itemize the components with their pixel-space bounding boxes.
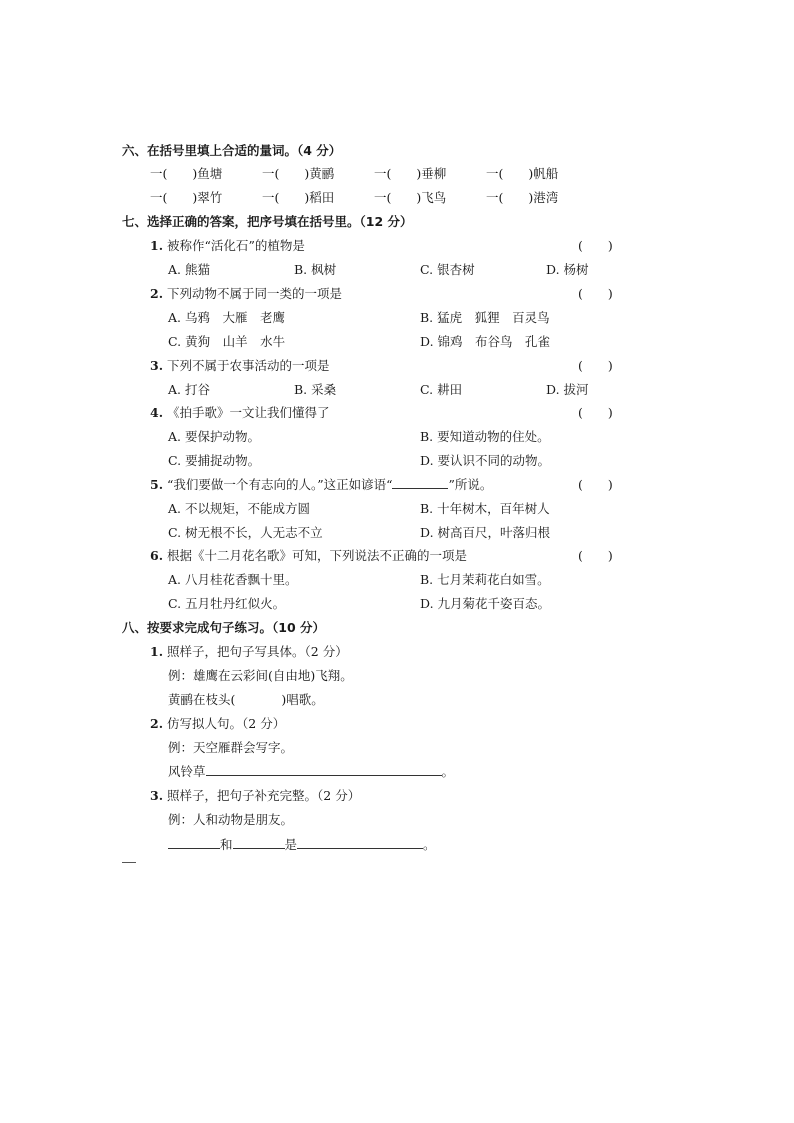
measure-word-item: 一( )垂柳	[374, 166, 447, 181]
example-sentence: 例：雄鹰在云彩间(自由地)飞翔。	[168, 668, 353, 683]
answer-paren: ( )	[578, 548, 613, 563]
answer-paren: ( )	[578, 405, 613, 420]
sentence-end: )唱歌。	[281, 692, 324, 707]
measure-word-item: 一( )翠竹	[150, 190, 223, 205]
option-b: B. 十年树木，百年树人	[420, 501, 550, 516]
question-5	[150, 477, 492, 493]
option-a: A. 八月桂花香飘十里。	[168, 572, 298, 587]
option-c: C. 树无根不长，人无志不立	[168, 525, 323, 540]
example-sentence: 例：天空雁群会写字。	[168, 740, 294, 755]
answer-paren: ( )	[578, 238, 613, 253]
measure-word-item: 一( )港湾	[486, 190, 559, 205]
question-3	[150, 358, 330, 374]
sentence-end: 。	[423, 837, 436, 852]
question-number: 4.	[150, 405, 164, 420]
option-c: C. 银杏树	[420, 262, 475, 277]
answer-blank[interactable]	[233, 837, 285, 849]
answer-blank[interactable]	[168, 837, 220, 849]
answer-blank[interactable]	[206, 764, 442, 776]
option-b: B. 七月茉莉花白如雪。	[420, 572, 550, 587]
option-d: D. 拔河	[546, 382, 589, 397]
sentence-start: 黄鹂在枝头(	[168, 692, 236, 707]
question-text: 照样子，把句子写具体。（2 分）	[167, 644, 348, 659]
measure-word-item: 一( )稻田	[262, 190, 335, 205]
example-sentence: 例：人和动物是朋友。	[168, 812, 294, 827]
answer-paren: ( )	[578, 358, 613, 373]
question-text-end: ”所说。	[448, 477, 493, 492]
question-number: 5.	[150, 477, 164, 492]
question-number: 2.	[150, 716, 164, 731]
question-text: 根据《十二月花名歌》可知，下列说法不正确的一项是	[167, 548, 468, 563]
measure-word-item: 一( )帆船	[486, 166, 559, 181]
measure-word-item: 一( )黄鹂	[262, 166, 335, 181]
section-7-title: 七、选择正确的答案，把序号填在括号里。（12 分）	[122, 214, 413, 229]
section-8-title: 八、按要求完成句子练习。（10 分）	[122, 620, 325, 635]
question-4	[150, 405, 330, 421]
sentence-start: 风铃草	[168, 764, 206, 779]
measure-word-item: 一( )飞鸟	[374, 190, 447, 205]
answer-line	[168, 692, 324, 708]
question-text: 仿写拟人句。（2 分）	[167, 716, 286, 731]
question-text: 被称作“活化石”的植物是	[167, 238, 305, 253]
option-a: A. 不以规矩，不能成方圆	[168, 501, 310, 516]
sentence-end: 。	[441, 764, 455, 779]
option-c: C. 五月牡丹红似火。	[168, 596, 286, 611]
question-6	[150, 548, 467, 564]
question-number: 1.	[150, 644, 164, 659]
section-6-title: 六、在括号里填上合适的量词。（4 分）	[122, 143, 342, 158]
question-number: 1.	[150, 238, 164, 253]
s8-question-2	[150, 716, 285, 732]
question-text: 《拍手歌》一文让我们懂得了	[167, 405, 330, 420]
s8-question-3	[150, 788, 360, 804]
question-text: 下列动物不属于同一类的一项是	[167, 286, 343, 301]
option-c: C. 黄狗 山羊 水牛	[168, 334, 286, 349]
answer-paren: ( )	[578, 477, 613, 492]
option-c: C. 耕田	[420, 382, 463, 397]
option-b: B. 猛虎 狐狸 百灵鸟	[420, 310, 550, 325]
option-b: B. 要知道动物的住处。	[420, 429, 550, 444]
page-mark-dash	[122, 862, 136, 863]
question-number: 3.	[150, 358, 164, 373]
option-d: D. 锦鸡 布谷鸟 孔雀	[420, 334, 551, 349]
question-number: 6.	[150, 548, 164, 563]
option-b: B. 采桑	[294, 382, 337, 397]
answer-line	[168, 837, 436, 853]
measure-word-item: 一( )鱼塘	[150, 166, 223, 181]
answer-blank[interactable]	[297, 837, 423, 849]
and-word: 和	[220, 837, 233, 852]
option-a: A. 要保护动物。	[168, 429, 260, 444]
option-d: D. 九月菊花千姿百态。	[420, 596, 551, 611]
option-a: A. 打谷	[168, 382, 210, 397]
option-b: B. 枫树	[294, 262, 337, 277]
option-d: D. 要认识不同的动物。	[420, 453, 551, 468]
option-d: D. 树高百尺，叶落归根	[420, 525, 551, 540]
s8-question-1	[150, 644, 348, 660]
question-1	[150, 238, 305, 254]
question-text: “我们要做一个有志向的人。”这正如谚语“	[167, 477, 393, 492]
question-2	[150, 286, 342, 302]
answer-blank[interactable]	[392, 477, 448, 489]
answer-line	[168, 764, 454, 780]
question-number: 3.	[150, 788, 164, 803]
option-d: D. 杨树	[546, 262, 589, 277]
is-word: 是	[284, 837, 298, 852]
option-a: A. 乌鸦 大雁 老鹰	[168, 310, 285, 325]
question-text: 下列不属于农事活动的一项是	[167, 358, 330, 373]
option-c: C. 要捕捉动物。	[168, 453, 261, 468]
answer-paren: ( )	[578, 286, 613, 301]
question-number: 2.	[150, 286, 164, 301]
question-text: 照样子，把句子补充完整。（2 分）	[167, 788, 361, 803]
option-a: A. 熊猫	[168, 262, 210, 277]
